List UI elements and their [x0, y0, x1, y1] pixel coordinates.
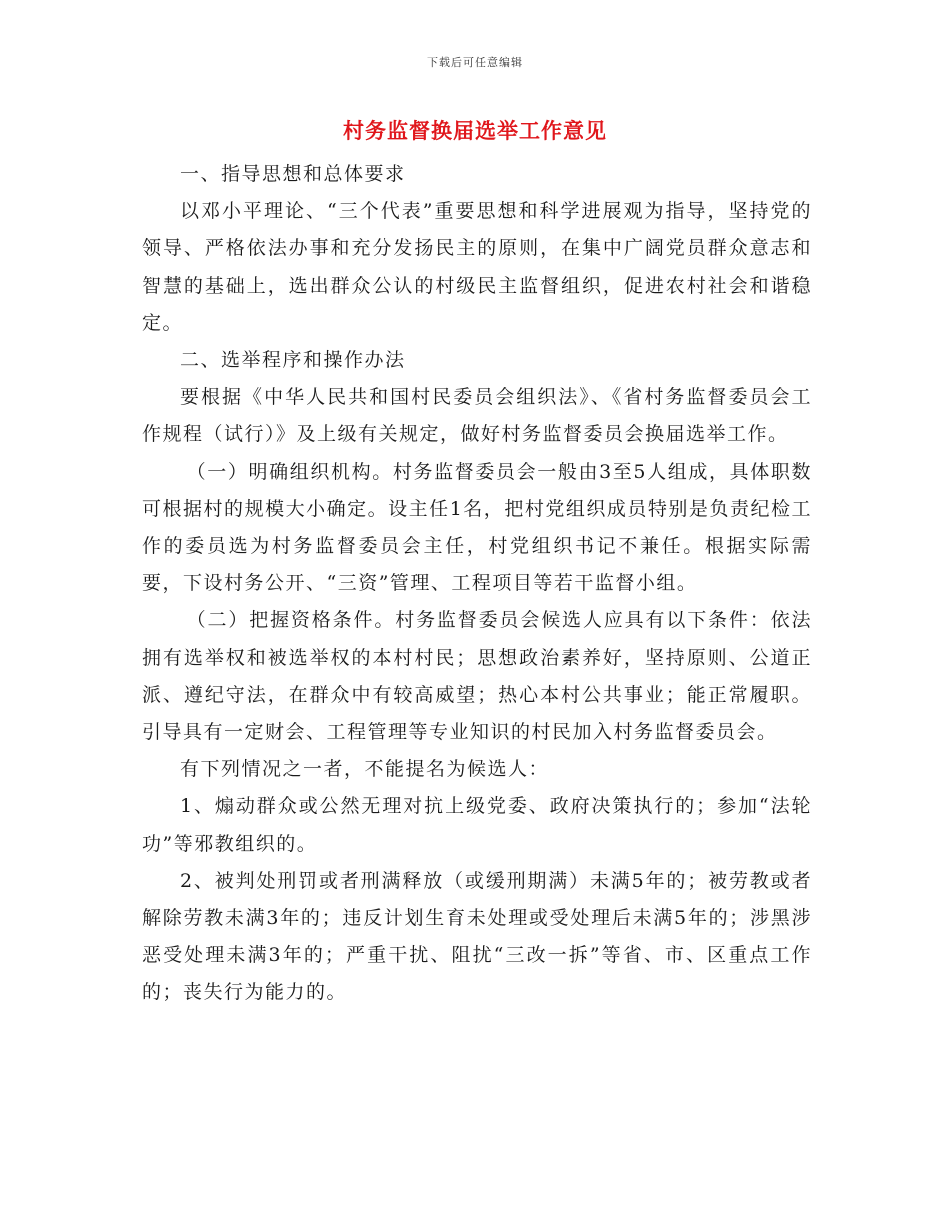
- section-heading-election-procedure: 二、选举程序和操作办法: [180, 349, 406, 372]
- page-header-note: 下载后可任意编辑: [427, 56, 523, 69]
- list-item-exclusion-2: 2、被判处刑罚或者刑满释放（或缓刑期满）未满5年的；被劳教或者解除劳教未满3年的；违反计划生育未处理或受处理后未满5年的；涉黑涉恶受处理未满3年的；严重干扰、阻扰“三改一拆”等省、市、区重点工作的；丧失行为能力的。: [142, 869, 812, 1004]
- paragraph-organization: （一）明确组织机构。村务监督委员会一般由3至5人组成，具体职数可根据村的规模大小确定。设主任1名，把村党组织成员特别是负责纪检工作的委员选为村务监督委员会主任，村党组织书记不兼任。根据实际需要，下设村务公开、“三资”管理、工程项目等若干监督小组。: [142, 460, 812, 595]
- section-heading-guiding-ideology: 一、指导思想和总体要求: [180, 163, 406, 185]
- paragraph-qualifications: （二）把握资格条件。村务监督委员会候选人应具有以下条件：依法拥有选举权和被选举权的本村村民；思想政治素养好，坚持原则、公道正派、遵纪守法，在群众中有较高威望；热心本村公共事业；能正常履职。引导具有一定财会、工程管理等专业知识的村民加入村务监督委员会。: [142, 609, 812, 744]
- paragraph-exclusion-intro: 有下列情况之一者，不能提名为候选人：: [180, 758, 550, 781]
- list-item-exclusion-1: 1、煽动群众或公然无理对抗上级党委、政府决策执行的；参加“法轮功”等邪教组织的。: [142, 795, 812, 855]
- paragraph-guiding-ideology: 以邓小平理论、“三个代表”重要思想和科学进展观为指导，坚持党的领导、严格依法办事和充分发扬民主的原则，在集中广阔党员群众意志和智慧的基础上，选出群众公认的村级民主监督组织，促进农村社会和谐稳定。: [142, 200, 812, 334]
- document-title: 村务监督换届选举工作意见: [343, 118, 607, 143]
- document-body: [142, 156, 812, 1012]
- paragraph-legal-basis: 要根据《中华人民共和国村民委员会组织法》、《省村务监督委员会工作规程（试行）》及上级有关规定，做好村务监督委员会换届选举工作。: [142, 386, 812, 446]
